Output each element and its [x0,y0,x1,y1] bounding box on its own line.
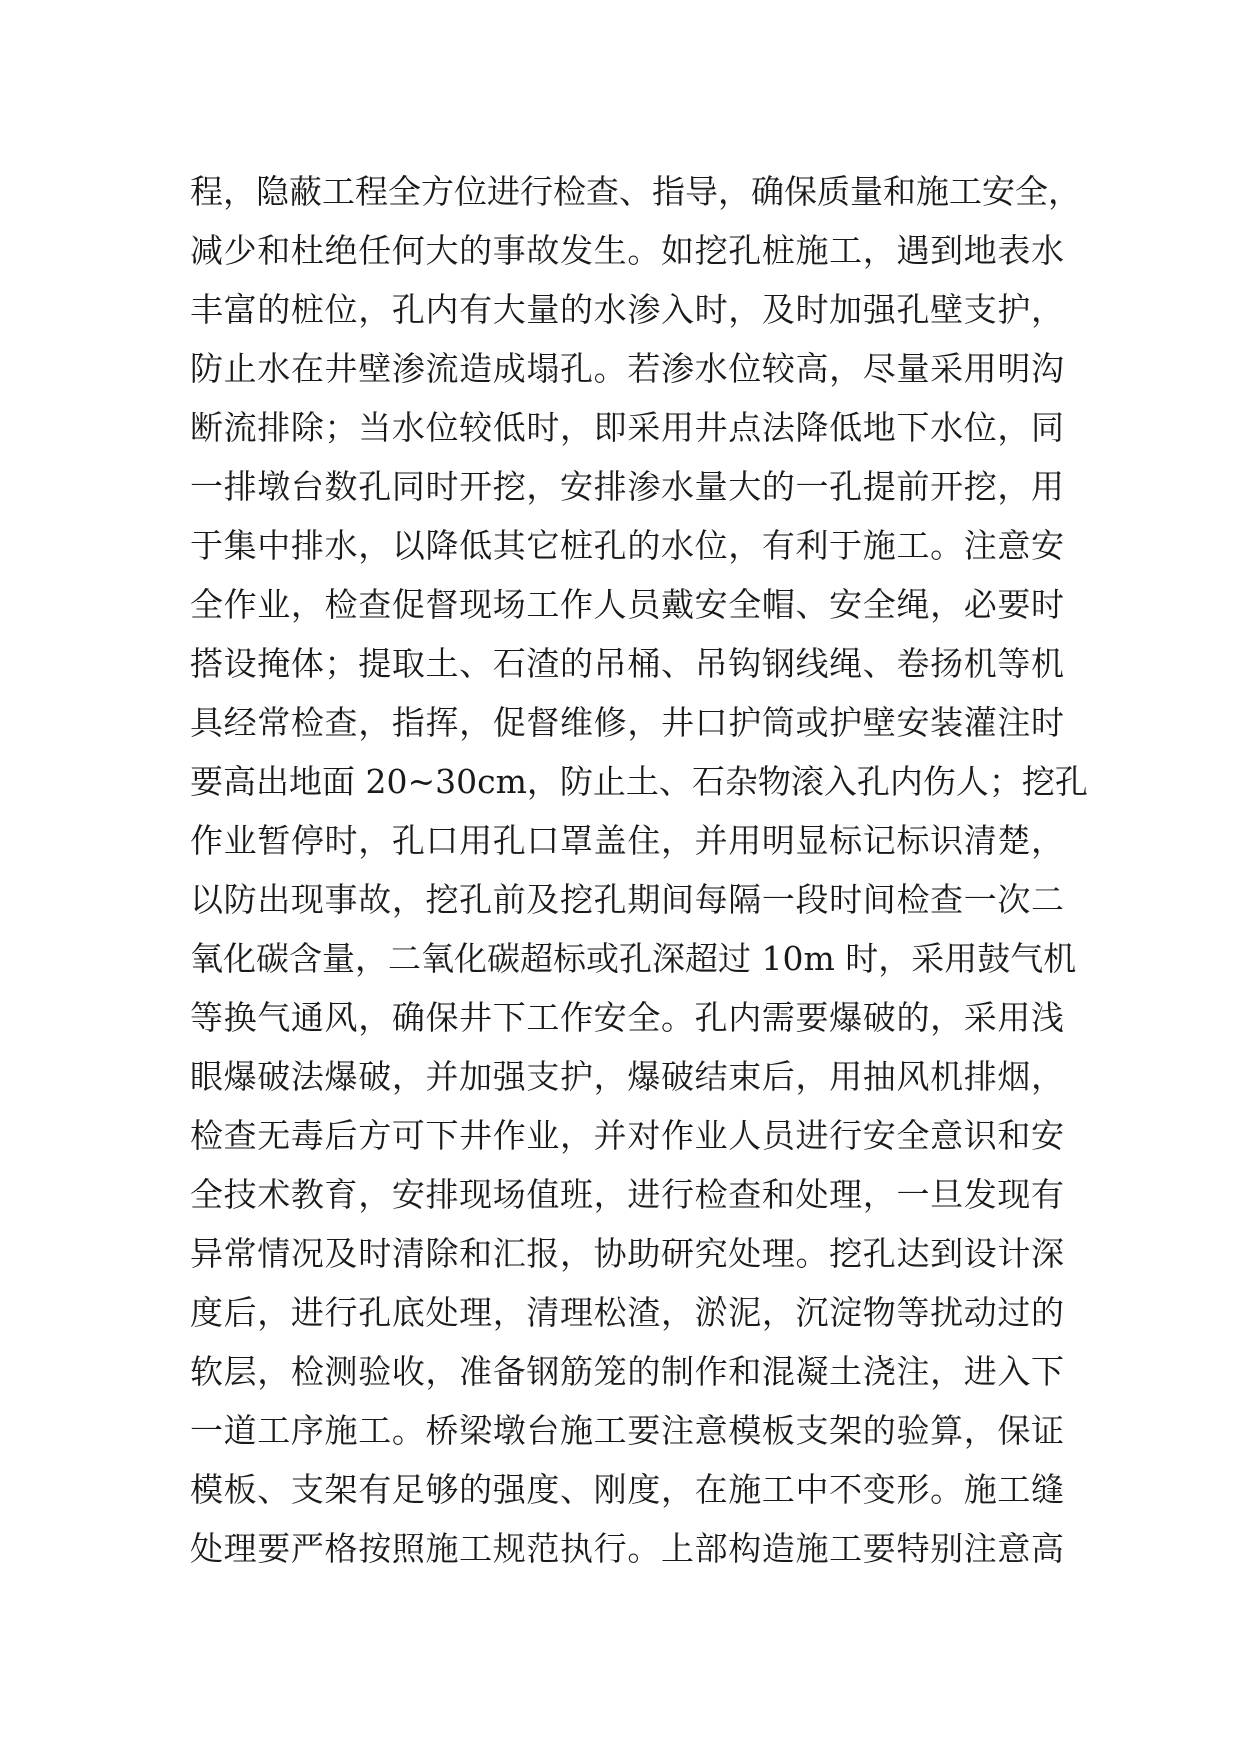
text-line: 丰富的桩位，孔内有大量的水渗入时，及时加强孔壁支护， [190,290,1064,329]
text-line: 全技术教育，安排现场值班，进行检查和处理，一旦发现有 [190,1175,1064,1214]
text-line: 以防出现事故，挖孔前及挖孔期间每隔一段时间检查一次二 [190,880,1064,919]
text-line: 等换气通风，确保井下工作安全。孔内需要爆破的，采用浅 [190,998,1064,1037]
body-text [190,162,1090,1578]
text-line: 要高出地面 20~30cm，防止土、石杂物滚入孔内伤人；挖孔 [190,762,1088,801]
text-line: 异常情况及时清除和汇报，协助研究处理。挖孔达到设计深 [190,1234,1064,1273]
text-line: 具经常检查，指挥，促督维修，井口护筒或护壁安装灌注时 [190,703,1064,742]
text-line: 程，隐蔽工程全方位进行检查、指导，确保质量和施工安全， [190,172,1081,211]
text-line: 一排墩台数孔同时开挖，安排渗水量大的一孔提前开挖，用 [190,467,1064,506]
text-line: 度后，进行孔底处理，清理松渣，淤泥，沉淀物等扰动过的 [190,1293,1064,1332]
text-line: 作业暂停时，孔口用孔口罩盖住，并用明显标记标识清楚， [190,821,1064,860]
text-line: 断流排除；当水位较低时，即采用井点法降低地下水位，同 [190,408,1064,447]
text-line: 减少和杜绝任何大的事故发生。如挖孔桩施工，遇到地表水 [190,231,1064,270]
text-line: 氧化碳含量，二氧化碳超标或孔深超过 10m 时，采用鼓气机 [190,939,1077,978]
text-line: 检查无毒后方可下井作业，并对作业人员进行安全意识和安 [190,1116,1064,1155]
text-line: 全作业，检查促督现场工作人员戴安全帽、安全绳，必要时 [190,585,1064,624]
text-line: 模板、支架有足够的强度、刚度，在施工中不变形。施工缝 [190,1470,1064,1509]
text-line: 防止水在井壁渗流造成塌孔。若渗水位较高，尽量采用明沟 [190,349,1064,388]
text-line: 于集中排水，以降低其它桩孔的水位，有利于施工。注意安 [190,526,1064,565]
text-line: 处理要严格按照施工规范执行。上部构造施工要特别注意高 [190,1529,1064,1568]
text-line: 眼爆破法爆破，并加强支护，爆破结束后，用抽风机排烟， [190,1057,1064,1096]
text-line: 搭设掩体；提取土、石渣的吊桶、吊钩钢线绳、卷扬机等机 [190,644,1064,683]
text-line: 一道工序施工。桥梁墩台施工要注意模板支架的验算，保证 [190,1411,1064,1450]
text-line: 软层，检测验收，准备钢筋笼的制作和混凝土浇注，进入下 [190,1352,1064,1391]
